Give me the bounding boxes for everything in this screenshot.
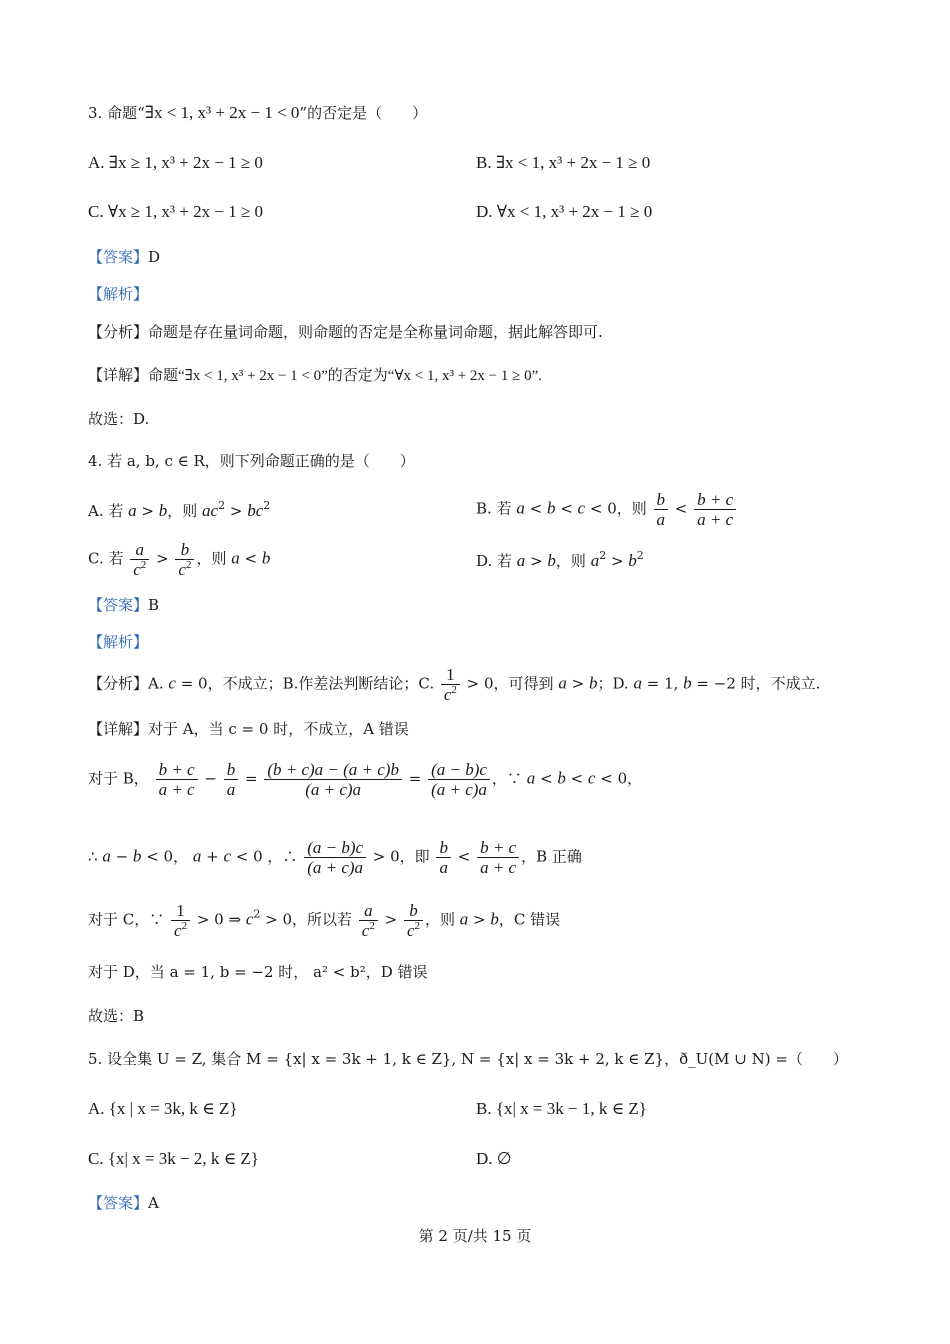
answer-tag: 【答案】 <box>88 248 149 266</box>
q4-option-b: B. 若 a < b < c < 0，则 $\frac{b}{a}$ < $\frac{b + c}{a + c}$ <box>476 490 738 529</box>
q3-stem: 3. 命题“∃x < 1, x³ + 2x − 1 < 0”的否定是（ ） <box>88 103 428 122</box>
q4-detail-d: 对于 D，当 a = 1, b = −2 时， a² < b²，D 错误 <box>88 963 428 981</box>
q4-answer: 【答案】B <box>88 596 160 614</box>
q3-answer: 【答案】D <box>88 248 161 266</box>
q3-fenxi: 【分析】命题是存在量词命题，则命题的否定是全称量词命题，据此解答即可. <box>88 323 603 341</box>
q3-analysis-tag: 【解析】 <box>88 285 149 303</box>
page-footer: 第 2 页/共 15 页 <box>418 1227 532 1245</box>
answer-tag: 【答案】 <box>88 596 149 614</box>
q4-detail-b: 对于 B， $\frac{b + c}{a + c}$ − $\frac{b}{a}$ = $\frac{(b + c)a - (a + c)b}{(a + c)a}$ = $\frac{(a - b)c}{(a + c)a}$ ，∵ a < b < c < 0， <box>88 760 643 799</box>
q3-option-b: B. ∃x < 1, x³ + 2x − 1 ≥ 0 <box>476 153 651 172</box>
q4-analysis-tag: 【解析】 <box>88 633 149 651</box>
q4-fenxi: 【分析】A. c = 0，不成立；B.作差法判断结论；C. $\frac{1}{c^2}$ > 0，可得到 a > b；D. a = 1, b = −2 时，不成立. <box>88 665 821 704</box>
q4-stem: 4. 若 a, b, c ∈ R，则下列命题正确的是（ ） <box>88 452 415 470</box>
q5-option-c: C. {x| x = 3k − 2, k ∈ Z} <box>88 1149 259 1168</box>
q3-option-d: D. ∀x < 1, x³ + 2x − 1 ≥ 0 <box>476 202 653 221</box>
q3-conclusion: 故选：D. <box>88 410 150 428</box>
q5-stem: 5. 设全集 U = Z, 集合 M = {x| x = 3k + 1, k ∈ Z}, N = {x| x = 3k + 2, k ∈ Z}，ð_U(M ∪ N) =（ ） <box>88 1050 848 1068</box>
answer-tag: 【答案】 <box>88 1194 149 1212</box>
q5-answer: 【答案】A <box>88 1194 159 1212</box>
q4-detail-b2: ∴ a − b < 0， a + c < 0 ，∴ $\frac{(a - b)c}{(a + c)a}$ > 0，即 $\frac{b}{a}$ < $\frac{b + c}{a + c}$ ，B 正确 <box>88 838 582 877</box>
q5-option-b: B. {x| x = 3k − 1, k ∈ Z} <box>476 1099 647 1118</box>
q4-conclusion: 故选：B <box>88 1007 145 1025</box>
q4-detail-c: 对于 C，∵ $\frac{1}{c^2}$ > 0 ⇒ $c^2 > 0$，所以若 $\frac{a}{c^2}$ > $\frac{b}{c^2}$ ，则 a > b，C 错误 <box>88 901 561 940</box>
q3-option-c: C. ∀x ≥ 1, x³ + 2x − 1 ≥ 0 <box>88 202 264 221</box>
q4-option-a: A. 若 a > b，则 $ac^2 > bc^2$ <box>88 499 271 520</box>
q5-option-d: D. ∅ <box>476 1149 512 1168</box>
q4-option-c: C. 若 $\frac{a}{c^2}$ > $\frac{b}{c^2}$ ，则 a < b <box>88 540 271 579</box>
q4-option-d: D. 若 a > b，则 $a^2 > b^2$ <box>476 549 644 570</box>
q3-xiangjie: 【详解】命题“∃x < 1, x³ + 2x − 1 < 0”的否定为“∀x < 1, x³ + 2x − 1 ≥ 0”. <box>88 366 543 384</box>
q5-option-a: A. {x | x = 3k, k ∈ Z} <box>88 1099 238 1118</box>
q4-xiangjie-a: 【详解】对于 A，当 c = 0 时，不成立，A 错误 <box>88 720 409 738</box>
q3-option-a: A. ∃x ≥ 1, x³ + 2x − 1 ≥ 0 <box>88 153 263 172</box>
